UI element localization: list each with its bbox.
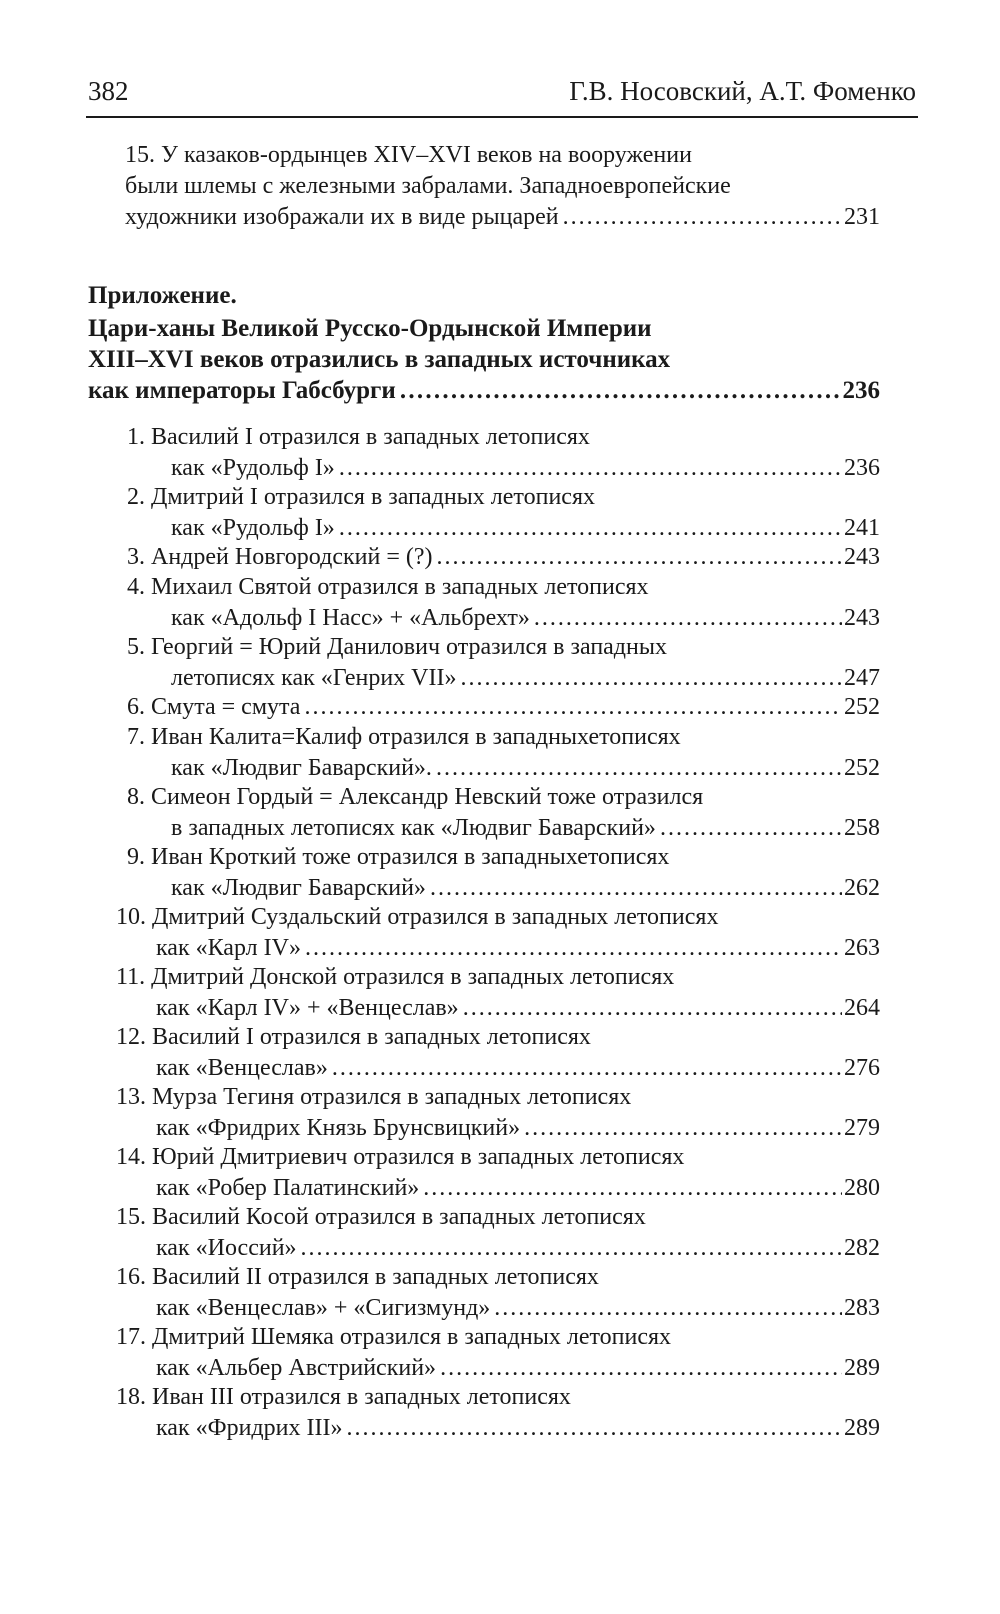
toc-item-first-line: 11. Дмитрий Донской отразился в западных летописях (116, 964, 675, 990)
dot-leader (436, 753, 842, 784)
dot-leader (563, 202, 842, 233)
toc-item-first-line: 5. Георгий = Юрий Данилович отразился в западных (127, 634, 667, 660)
dot-leader (400, 375, 841, 406)
toc-page-number: 252 (844, 694, 880, 720)
toc-page-number: 263 (844, 935, 880, 961)
appendix-title-last-line (88, 375, 880, 406)
toc-page-number: 243 (844, 605, 880, 631)
toc-item (127, 482, 880, 544)
toc-page-number: 282 (844, 1235, 880, 1261)
toc-item-last-line (127, 873, 880, 904)
toc-page-number: 243 (844, 544, 880, 570)
dot-leader (494, 1293, 842, 1324)
toc-item (116, 962, 880, 1024)
toc-item-text: как «Венцеслав» (156, 1055, 328, 1081)
toc-item-text: как «Людвиг Баварский» (171, 875, 426, 901)
toc-page-number: 231 (844, 204, 880, 230)
toc-item (127, 422, 880, 484)
toc-item (127, 842, 880, 904)
toc-item-last-line (116, 993, 880, 1024)
toc-item-last-line (116, 1293, 880, 1324)
appendix-title-line: XIII–XVI веков отразились в западных источниках (88, 346, 671, 373)
appendix-title (88, 313, 880, 406)
toc-item-text: как «Карл IV» (156, 935, 301, 961)
toc-item-text: как «Рудольф I» (171, 455, 335, 481)
header-rule (86, 116, 918, 118)
toc-item (127, 782, 880, 844)
toc-page-number: 258 (844, 815, 880, 841)
appendix-title-text: как императоры Габсбурги (88, 377, 396, 404)
dot-leader (524, 1113, 842, 1144)
toc-item (127, 692, 880, 723)
toc-item-text: как «Людвиг Баварский». (171, 755, 432, 781)
toc-page-number: 289 (844, 1415, 880, 1441)
toc-item-last-line (116, 1113, 880, 1144)
dot-leader (339, 513, 842, 544)
toc-item (127, 542, 880, 573)
toc-item-text: как «Венцеслав» + «Сигизмунд» (156, 1295, 491, 1321)
toc-item-last-line (127, 813, 880, 844)
toc-item-last-line (116, 1353, 880, 1384)
toc-page-number: 236 (842, 377, 880, 404)
toc-item-text: как «Иоссий» (156, 1235, 297, 1261)
toc-item-text: 3. Андрей Новгородский = (?) (127, 544, 433, 570)
toc-page-number: 289 (844, 1355, 880, 1381)
toc-page-number: 280 (844, 1175, 880, 1201)
toc-item (116, 902, 880, 964)
toc-item-first-line: 13. Мурза Тегиня отразился в западных летописях (116, 1084, 632, 1110)
toc-item-last-line (116, 1413, 880, 1444)
appendix-title-line: Цари-ханы Великой Русско-Ордынской Империи (88, 315, 652, 342)
toc-item-text: как «Фридрих Князь Брунсвицкий» (156, 1115, 521, 1141)
toc-item-last-line (116, 1233, 880, 1264)
toc-item-first-line: 16. Василий II отразился в западных летописях (116, 1264, 599, 1290)
running-header (88, 76, 916, 116)
toc-page-number: 236 (844, 455, 880, 481)
dot-leader (423, 1173, 842, 1204)
toc-page-number: 241 (844, 515, 880, 541)
dot-leader (301, 1233, 842, 1264)
toc-entry-line: были шлемы с железными забралами. Западноевропейские (125, 173, 731, 199)
toc-item-first-line: 10. Дмитрий Суздальский отразился в западных летописях (116, 904, 719, 930)
toc-item-text: 6. Смута = смута (127, 694, 301, 720)
dot-leader (534, 603, 842, 634)
toc-item-last-line (127, 453, 880, 484)
toc-item-last-line (116, 1173, 880, 1204)
toc-page-number: 252 (844, 755, 880, 781)
toc-page-number: 247 (844, 665, 880, 691)
toc-item-first-line: 14. Юрий Дмитриевич отразился в западных летописях (116, 1144, 685, 1170)
dot-leader (660, 813, 842, 844)
toc-item (116, 1022, 880, 1084)
toc-page-number: 262 (844, 875, 880, 901)
page-number: 382 (88, 76, 129, 106)
toc-item-text: как «Робер Палатинский» (156, 1175, 420, 1201)
toc-item-first-line: 8. Симеон Гордый = Александр Невский тоже отразился (127, 784, 704, 810)
toc-item-last-line (116, 933, 880, 964)
toc-item (127, 572, 880, 634)
toc-item (116, 1382, 880, 1444)
toc-item-text: как «Фридрих III» (156, 1415, 343, 1441)
toc-item-first-line: 12. Василий I отразился в западных летописях (116, 1024, 591, 1050)
dot-leader (339, 453, 842, 484)
toc-item-text: как «Альбер Австрийский» (156, 1355, 437, 1381)
toc-item (127, 632, 880, 694)
toc-entry-15-prev-chapter (125, 140, 880, 233)
toc-item-first-line: 18. Иван III отразился в западных летописях (116, 1384, 571, 1410)
dot-leader (332, 1053, 842, 1084)
toc-item (116, 1262, 880, 1324)
toc-item-first-line: 17. Дмитрий Шемяка отразился в западных летописях (116, 1324, 672, 1350)
toc-item (116, 1142, 880, 1204)
toc-item-last-line (116, 1053, 880, 1084)
toc-page-number: 264 (844, 995, 880, 1021)
toc-page-number: 276 (844, 1055, 880, 1081)
toc-item-last-line (127, 663, 880, 694)
authors: Г.В. Носовский, А.Т. Фоменко (569, 76, 916, 106)
toc-item-text: как «Рудольф I» (171, 515, 335, 541)
dot-leader (346, 1413, 842, 1444)
toc-item-text: летописях как «Генрих VII» (171, 665, 457, 691)
dot-leader (305, 933, 842, 964)
dot-leader (436, 542, 842, 573)
toc-item-first-line: 1. Василий I отразился в западных летописях (127, 424, 590, 450)
toc-item-first-line: 4. Михаил Святой отразился в западных летописях (127, 574, 649, 600)
toc-entry-text: художники изображали их в виде рыцарей (125, 204, 559, 230)
toc-item (116, 1322, 880, 1384)
toc-item-first-line: 9. Иван Кроткий тоже отразился в западныхетописях (127, 844, 670, 870)
toc-entry-last-line (125, 202, 880, 233)
dot-leader (463, 993, 842, 1024)
toc-entry-line: 15. У казаков-ордынцев XIV–XVI веков на вооружении (125, 142, 692, 168)
appendix-label: Приложение. (88, 282, 237, 309)
toc-item-text: в западных летописях как «Людвиг Баварский» (171, 815, 656, 841)
toc-item (127, 722, 880, 784)
toc-item-text: как «Адольф I Насс» + «Альбрехт» (171, 605, 530, 631)
toc-item-last-line (127, 753, 880, 784)
toc-item (116, 1082, 880, 1144)
toc-item-first-line: 7. Иван Калита=Калиф отразился в западныхетописях (127, 724, 681, 750)
dot-leader (440, 1353, 842, 1384)
toc-page-number: 279 (844, 1115, 880, 1141)
toc-item-first-line: 15. Василий Косой отразился в западных летописях (116, 1204, 646, 1230)
toc-item-text: как «Карл IV» + «Венцеслав» (156, 995, 459, 1021)
dot-leader (430, 873, 842, 904)
toc-item-last-line (127, 513, 880, 544)
dot-leader (461, 663, 843, 694)
toc-page-number: 283 (844, 1295, 880, 1321)
toc-item-first-line: 2. Дмитрий I отразился в западных летописях (127, 484, 595, 510)
toc-item-last-line (127, 603, 880, 634)
toc-item-last-line (127, 692, 880, 723)
toc-item (116, 1202, 880, 1264)
toc-item-last-line (127, 542, 880, 573)
dot-leader (304, 692, 842, 723)
